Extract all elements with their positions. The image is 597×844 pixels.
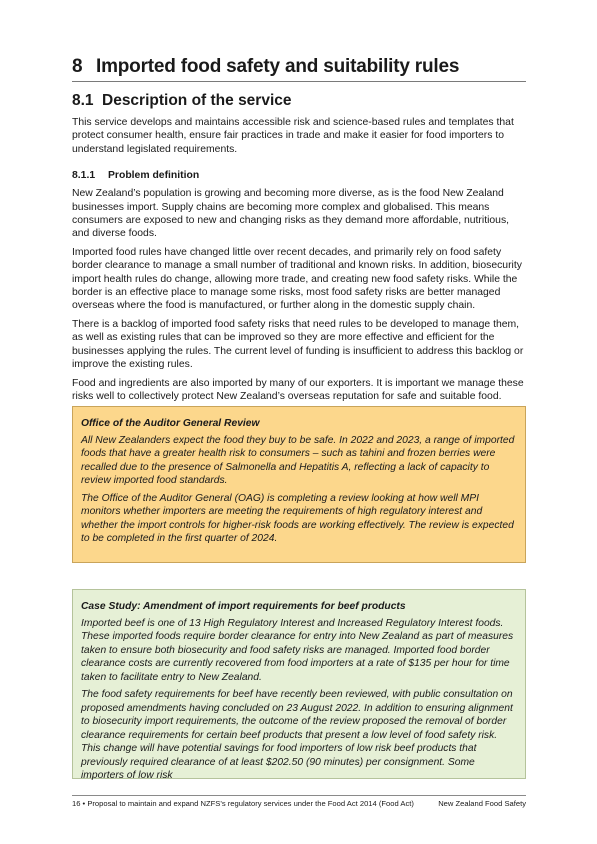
case-box-title: Case Study: Amendment of import requirements for beef products	[81, 601, 406, 612]
oag-review-box	[72, 406, 526, 563]
section-number: 8	[72, 56, 83, 77]
oag-box-paragraph: All New Zealanders expect the food they buy to be safe. In 2022 and 2023, a range of imported foods that have a greater health risk to consumers – such as tahini and frozen berries were recalled due to the presence of Salmonella and Hepatitis A, reflecting a lack of capacity to review imported food standards.	[81, 434, 515, 486]
page-footer	[72, 795, 526, 809]
subsection-number: 8.1	[72, 92, 94, 109]
paragraph: Imported food rules have changed little over recent decades, and primarily rely on food safety border clearance to manage a small number of traditional and known risks. In addition, biosecurity import health rules do change, allowing more trade, and creating new food safety risks. While the border is an effective place to manage some risks, most food safety risks are better managed overseas where the food is manufactured, or further along in the domestic supply chain.	[72, 246, 522, 312]
paragraph: There is a backlog of imported food safety risks that need rules to be developed to manage them, as well as existing rules that can be improved so they are more effective and efficient for the businesses applying the rules. The current level of funding is insufficient to address this backlog or improve the existing rules.	[72, 318, 524, 371]
footer-right: New Zealand Food Safety	[438, 799, 526, 808]
intro-paragraph: This service develops and maintains accessible risk and science-based rules and templates that protect consumer health, ensure fair practices in trade and make it easier for food importers to understand legislated requirements.	[72, 117, 514, 155]
subsection-heading	[72, 92, 292, 110]
problem-title: Problem definition	[108, 170, 200, 182]
paragraph: Food and ingredients are also imported by many of our exporters. It is important we manage these risks well to collectively protect New Zealand’s overseas reputation for safe and suitable food.	[72, 377, 524, 402]
section-heading	[72, 56, 526, 82]
case-study-box	[72, 589, 526, 779]
main-text	[72, 116, 526, 403]
section-title: Imported food safety and suitability rules	[96, 56, 460, 77]
problem-number: 8.1.1	[72, 170, 96, 182]
problem-heading	[72, 169, 526, 182]
paragraph: New Zealand’s population is growing and becoming more diverse, as is the food New Zealand businesses import. Supply chains are becoming more complex and globalised. This means consumers are exposed to new and changing risks as they demand more affordable, nutritious, and diverse foods.	[72, 188, 510, 240]
footer-left: 16 • Proposal to maintain and expand NZFS’s regulatory services under the Food Act 2014 (Food Act)	[72, 799, 414, 808]
case-box-paragraph: Imported beef is one of 13 High Regulatory Interest and Increased Regulatory Interest foods. These imported foods require border clearance for entry into New Zealand as part of measures taken to ensure both biosecurity and food safety risks are managed. Imported food border clearance costs are currently recovered from food importers at a rate of $135 per hour for time taken to facilitate entry to New Zealand.	[81, 617, 514, 683]
subsection-title: Description of the service	[102, 92, 292, 109]
oag-box-paragraph: The Office of the Auditor General (OAG) is completing a review looking at how well MPI monitors whether importers are meeting the requirements of high regulatory interest and whether the import controls for higher-risk foods are working effectively. The review is expected to be completed in the first quarter of 2024.	[81, 492, 514, 544]
oag-box-title: Office of the Auditor General Review	[81, 418, 260, 429]
case-box-paragraph: The food safety requirements for beef have recently been reviewed, with public consultation on proposed amendments having concluded on 23 August 2022. In addition to ensuring alignment to biosecurity import requirements, the outcome of the review proposed the removal of border clearance requirements for certain beef products that present a low level of food safety risk. This change will have potential savings for food importers of low risk beef products that previously required clearance of at least $202.50 (90 minutes) per consignment. Some importers of low risk	[81, 689, 513, 781]
